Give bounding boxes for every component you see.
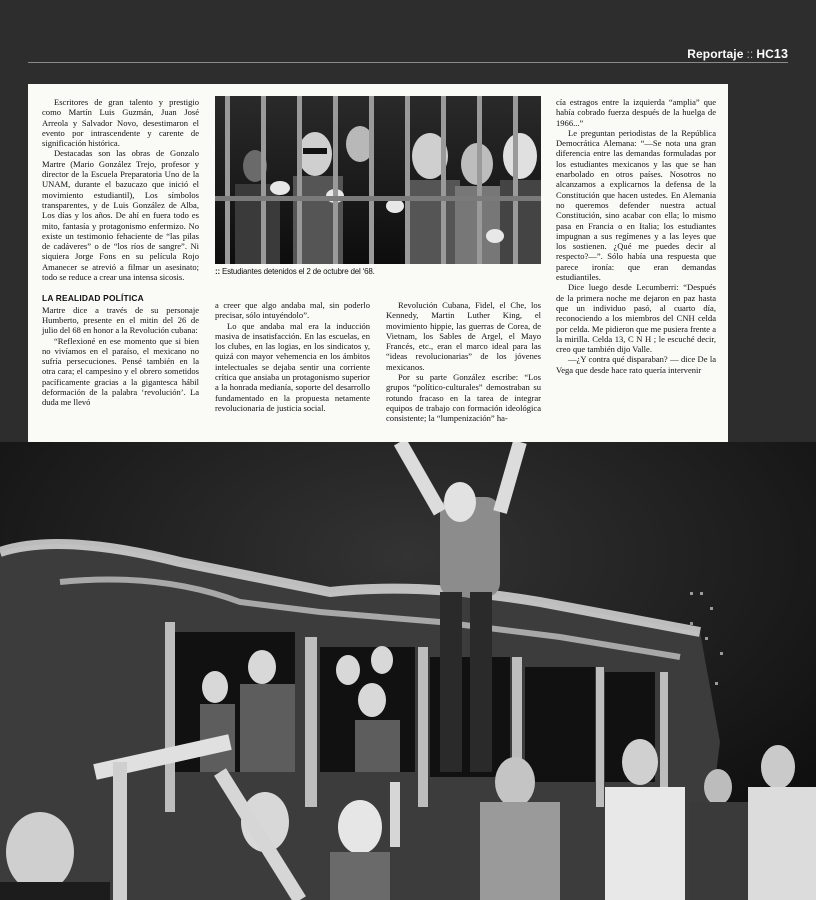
article-column-1 (42, 97, 199, 408)
folio-separator: :: (746, 47, 754, 61)
paragraph: Dice luego desde Lecumberri: “Después de la primera noche me dejaron en paz hasta que un individuo pasó, al cuarto día, reconociendo a los miembros del CNH celda por celda. Me pidieron que me pusiera frente a la mirilla. Celda 13, C N H ; le escuché decir, creo que también dijo Valle. (556, 282, 716, 355)
paragraph: a creer que algo andaba mal, sin poderlo precisar, sólo intuyéndolo”. (215, 300, 370, 321)
brand-name: HC (756, 47, 774, 61)
page-number: 13 (773, 47, 788, 61)
paragraph: Por su parte González escribe: “Los grupos “político-culturales” demostraban su rotundo fracaso en la tarea de integrar equipos de trabajo con formación ideológica consistente; la “lumpenización” ha- (386, 372, 541, 424)
photo-bus-crowd (0, 442, 816, 900)
paragraph: cía estragos entre la izquierda “amplia” que había cobrado fuerza después de la huelga de 1966...” (556, 97, 716, 128)
article-column-3 (386, 300, 541, 424)
paragraph: Lo que andaba mal era la inducción masiva de insatisfacción. En las escuelas, en los clubes, en las logias, en los sindicatos y, quizá con mayor vehemencia en los ámbitos intelectuales se dejaba sentir una corriente crítica que ansiaba un protagonismo superior a la honrada medianía, soporte del desarrollo fundamentado en la propuesta netamente revolucionaria de justicia social. (215, 320, 370, 413)
page-folio (687, 47, 788, 61)
section-heading: LA REALIDAD POLÍTICA (42, 293, 144, 304)
paragraph: —¿Y contra qué disparaban? — dice De la Vega que desde hace rato quería intervenir (556, 354, 716, 375)
paragraph: Revolución Cubana, Fidel, el Che, los Kennedy, Martin Luther King, el movimiento hippie, las guerras de Corea, de Vietnam, los Sables de Argel, el Mayo Francés, etc., eran el marco ideal para las “ideas revolucionarias” de los jóvenes mexicanos. (386, 300, 541, 372)
article-column-4 (556, 97, 716, 375)
photo-prison-bars (215, 96, 541, 264)
paragraph: Le preguntan periodistas de la República Democrática Alemana: “—Se nota una gran diferencia entre las demandas formuladas por los estudiantes mexicanos y las que se han enarbolado en otros países. Nosotros no alcanzamos a explicarnos la defensa de la Constitución que hacen ustedes. En Alemania no queremos defender nuestra actual Constitución, sino acabar con ella; lo mismo pasa en Francia o en Italia; los estudiantes impugnan a sus regímenes y a las leyes que los sostienen. ¿Qué me puedes decir al respecto?—”. Sólo había una respuesta que parece ironía: que eran demandas estudiantiles. (556, 127, 716, 283)
article-column-2 (215, 300, 370, 413)
article-page (28, 84, 728, 442)
paragraph: “Reflexioné en ese momento que si bien no vivíamos en el paraíso, el mexicano no sufría persecuciones. Pensé también en la otra cara; el campesino y el obrero sometidos pacíficamente gracias a la gigantesca hábil deformación de la palabra ‘revolución’. La duda me llevó (42, 335, 199, 408)
photo-detained-students (215, 96, 541, 264)
section-name: Reportaje (687, 47, 744, 61)
photo-caption (215, 267, 541, 276)
photo-burned-bus (0, 442, 816, 900)
paragraph: Destacadas son las obras de Gonzalo Martre (Mario González Trejo, profesor y director de la Escuela Preparatoria Uno de la UNAM, durante el bazucazo que inició el movimiento estudiantil), Los símbolos transparentes, y de Luis González de Alba, Los días y los años. De ahí en fuera todo es mito, fantasía y protagonismo enfermizo. No existe un testimonio fehaciente de “las pilas de cadáveres” o de “los ríos de sangre”. Ni siquiera Jorge Fons en su película Rojo Amanecer se atrevió a filmar un asesinato; todo se reduce a crear una intensa sicosis. (42, 148, 199, 283)
header-rule (28, 62, 788, 63)
paragraph: Escritores de gran talento y prestigio como Martín Luis Guzmán, Juan José Arreola y Salvador Novo, desestimaron el evento por intrascendente y carente de significación histórica. (42, 97, 199, 149)
paragraph: Martre dice a través de su personaje Humberto, presente en el mitin del 26 de julio del 68 en honor a la Revolución cubana: (42, 304, 199, 336)
caption-marker: :: (215, 267, 220, 276)
caption-text: Estudiantes detenidos el 2 de octubre del ‘68. (221, 267, 375, 276)
